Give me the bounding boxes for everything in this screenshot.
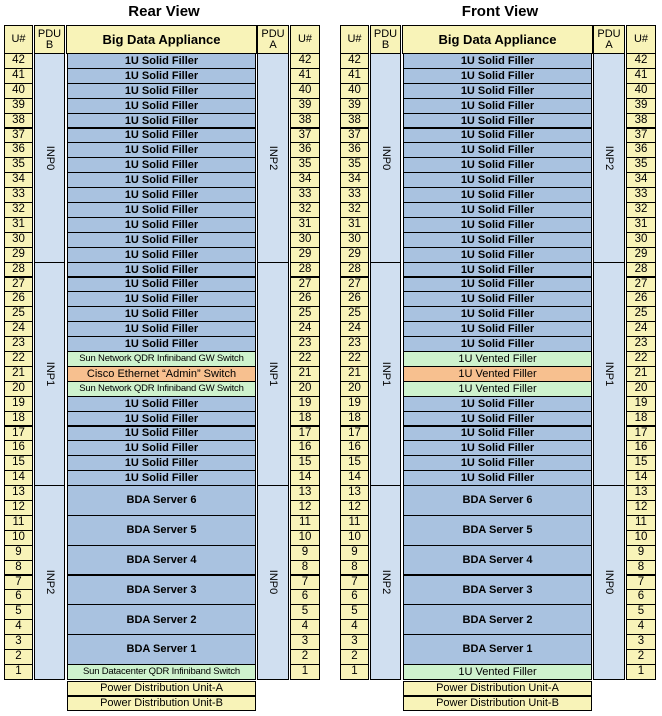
u-number: 19	[626, 396, 656, 412]
u-number: 24	[290, 321, 320, 337]
u-number: 6	[626, 589, 656, 605]
filler-slot: 1U Solid Filler	[67, 336, 256, 352]
filler-slot: 1U Solid Filler	[403, 426, 592, 442]
server-slot: BDA Server 1	[67, 634, 256, 665]
u-number: 23	[290, 336, 320, 352]
u-number: 41	[626, 68, 656, 84]
filler-slot: 1U Solid Filler	[403, 128, 592, 144]
u-number: 1	[340, 664, 369, 680]
u-number: 36	[626, 142, 656, 158]
u-number: 29	[626, 247, 656, 263]
u-number: 41	[290, 68, 320, 84]
pdu-a-input	[593, 262, 625, 487]
u-number: 26	[340, 291, 369, 307]
u-number: 24	[340, 321, 369, 337]
u-number: 35	[290, 157, 320, 173]
u-number: 19	[340, 396, 369, 412]
u-number: 36	[290, 142, 320, 158]
pdu-a-input	[593, 485, 625, 680]
u-number: 17	[4, 426, 33, 442]
server-slot: BDA Server 2	[403, 604, 592, 635]
u-number: 35	[4, 157, 33, 173]
u-number: 31	[626, 217, 656, 233]
pdu-a-label: Power Distribution Unit-A	[403, 681, 592, 696]
filler-slot: 1U Solid Filler	[67, 157, 256, 173]
u-number: 13	[290, 485, 320, 501]
filler-slot: 1U Solid Filler	[67, 440, 256, 456]
u-number: 16	[626, 440, 656, 456]
u-number: 19	[290, 396, 320, 412]
server-slot: BDA Server 5	[67, 515, 256, 546]
pdu-a-input	[257, 262, 289, 487]
filler-slot: 1U Solid Filler	[403, 470, 592, 486]
u-number: 37	[4, 128, 33, 144]
filler-slot: 1U Solid Filler	[67, 426, 256, 442]
pdu-a-header: PDU A	[257, 25, 289, 54]
pdu-b-input	[34, 485, 65, 680]
u-number: 40	[340, 83, 369, 99]
pdu-input-label: INP0	[43, 145, 56, 171]
pdu-input-label: INP2	[43, 570, 56, 595]
u-number: 11	[626, 515, 656, 531]
filler-slot: 1U Solid Filler	[403, 217, 592, 233]
u-number: 25	[340, 306, 369, 322]
u-number: 20	[626, 381, 656, 397]
u-number: 11	[290, 515, 320, 531]
pdu-a-input	[257, 53, 289, 263]
pdu-input-label: INP0	[603, 570, 615, 595]
u-number: 40	[290, 83, 320, 99]
filler-slot: 1U Vented Filler	[403, 366, 592, 382]
u-number: 13	[4, 485, 33, 501]
u-number: 38	[290, 113, 320, 129]
u-number: 11	[340, 515, 369, 531]
u-number: 29	[290, 247, 320, 263]
u-number: 17	[290, 426, 320, 442]
server-slot: BDA Server 4	[67, 545, 256, 576]
u-number: 18	[290, 411, 320, 427]
u-number: 2	[340, 649, 369, 665]
u-number: 29	[340, 247, 369, 263]
u-number: 33	[290, 187, 320, 203]
server-slot: BDA Server 3	[67, 575, 256, 606]
filler-slot: 1U Solid Filler	[403, 83, 592, 99]
u-number: 2	[4, 649, 33, 665]
u-number: 27	[4, 277, 33, 293]
u-number: 3	[4, 634, 33, 650]
filler-slot: 1U Solid Filler	[67, 202, 256, 218]
u-number: 13	[626, 485, 656, 501]
u-number: 22	[340, 351, 369, 367]
u-number: 35	[626, 157, 656, 173]
filler-slot: 1U Solid Filler	[67, 262, 256, 278]
u-number: 31	[4, 217, 33, 233]
pdu-input-label: INP0	[379, 145, 392, 171]
pdu-b-header: PDU B	[34, 25, 65, 54]
filler-slot: 1U Solid Filler	[403, 396, 592, 412]
u-number: 4	[290, 619, 320, 635]
u-number: 26	[626, 291, 656, 307]
u-number: 12	[290, 500, 320, 516]
filler-slot: 1U Solid Filler	[403, 157, 592, 173]
filler-slot: 1U Solid Filler	[67, 217, 256, 233]
filler-slot: 1U Solid Filler	[67, 98, 256, 114]
u-number: 22	[290, 351, 320, 367]
filler-slot: 1U Solid Filler	[403, 68, 592, 84]
u-number: 17	[626, 426, 656, 442]
u-number: 24	[626, 321, 656, 337]
u-number: 9	[626, 545, 656, 561]
u-number: 8	[4, 560, 33, 576]
u-number: 30	[4, 232, 33, 248]
u-number: 1	[4, 664, 33, 680]
u-number: 2	[290, 649, 320, 665]
pdu-b-header: PDU B	[370, 25, 401, 54]
u-number: 28	[290, 262, 320, 278]
pdu-input-label: INP1	[603, 361, 615, 387]
filler-slot: 1U Solid Filler	[403, 262, 592, 278]
u-number: 7	[4, 575, 33, 591]
u-number-header: U#	[626, 25, 656, 54]
server-slot: BDA Server 6	[67, 485, 256, 516]
u-number: 25	[290, 306, 320, 322]
server-slot: BDA Server 2	[67, 604, 256, 635]
u-number: 32	[340, 202, 369, 218]
filler-slot: 1U Solid Filler	[67, 232, 256, 248]
u-number: 15	[290, 455, 320, 471]
view-title: Rear View	[128, 3, 200, 20]
filler-slot: Sun Datacenter QDR Infiniband Switch	[67, 664, 256, 680]
filler-slot: 1U Solid Filler	[67, 68, 256, 84]
u-number: 37	[340, 128, 369, 144]
u-number: 21	[340, 366, 369, 382]
u-number: 32	[626, 202, 656, 218]
u-number: 20	[4, 381, 33, 397]
u-number-header: U#	[4, 25, 33, 54]
pdu-input-label: INP2	[267, 145, 279, 171]
pdu-input-label: INP1	[267, 361, 279, 387]
u-number: 42	[626, 53, 656, 69]
filler-slot: 1U Solid Filler	[67, 411, 256, 427]
filler-slot: 1U Vented Filler	[403, 381, 592, 397]
u-number: 23	[626, 336, 656, 352]
u-number: 38	[340, 113, 369, 129]
u-number: 32	[290, 202, 320, 218]
u-number: 1	[290, 664, 320, 680]
filler-slot: 1U Solid Filler	[403, 142, 592, 158]
u-number: 27	[340, 277, 369, 293]
u-number: 41	[4, 68, 33, 84]
u-number: 9	[290, 545, 320, 561]
filler-slot: 1U Solid Filler	[67, 247, 256, 263]
u-number: 39	[4, 98, 33, 114]
u-number-header: U#	[340, 25, 369, 54]
filler-slot: 1U Solid Filler	[67, 53, 256, 69]
u-number: 15	[340, 455, 369, 471]
filler-slot: 1U Solid Filler	[67, 470, 256, 486]
filler-slot: 1U Solid Filler	[403, 187, 592, 203]
u-number: 6	[340, 589, 369, 605]
u-number: 34	[4, 172, 33, 188]
filler-slot: 1U Solid Filler	[67, 128, 256, 144]
pdu-b-input	[370, 53, 401, 263]
filler-slot: 1U Solid Filler	[67, 306, 256, 322]
u-number: 28	[340, 262, 369, 278]
u-number: 8	[626, 560, 656, 576]
u-number: 3	[626, 634, 656, 650]
u-number: 5	[626, 604, 656, 620]
u-number: 34	[340, 172, 369, 188]
u-number: 11	[4, 515, 33, 531]
u-number: 21	[626, 366, 656, 382]
u-number: 12	[4, 500, 33, 516]
filler-slot: 1U Solid Filler	[403, 411, 592, 427]
u-number: 38	[4, 113, 33, 129]
u-number-header: U#	[290, 25, 320, 54]
u-number: 27	[290, 277, 320, 293]
u-number: 41	[340, 68, 369, 84]
rear-view	[4, 0, 324, 716]
filler-slot: 1U Solid Filler	[67, 396, 256, 412]
u-number: 25	[626, 306, 656, 322]
u-number: 4	[626, 619, 656, 635]
filler-slot: 1U Solid Filler	[403, 53, 592, 69]
u-number: 4	[4, 619, 33, 635]
filler-slot: 1U Solid Filler	[403, 306, 592, 322]
u-number: 22	[626, 351, 656, 367]
pdu-b-label: Power Distribution Unit-B	[67, 696, 256, 711]
server-slot: BDA Server 4	[403, 545, 592, 576]
filler-slot: 1U Solid Filler	[403, 232, 592, 248]
u-number: 42	[340, 53, 369, 69]
u-number: 24	[4, 321, 33, 337]
pdu-input-label: INP0	[267, 570, 279, 595]
u-number: 34	[626, 172, 656, 188]
u-number: 4	[340, 619, 369, 635]
filler-slot: 1U Vented Filler	[403, 664, 592, 680]
u-number: 30	[290, 232, 320, 248]
u-number: 10	[626, 530, 656, 546]
u-number: 36	[340, 142, 369, 158]
server-slot: BDA Server 3	[403, 575, 592, 606]
u-number: 23	[4, 336, 33, 352]
filler-slot: 1U Solid Filler	[67, 291, 256, 307]
u-number: 17	[340, 426, 369, 442]
u-number: 8	[290, 560, 320, 576]
u-number: 22	[4, 351, 33, 367]
u-number: 33	[340, 187, 369, 203]
pdu-a-header: PDU A	[593, 25, 625, 54]
u-number: 15	[626, 455, 656, 471]
filler-slot: 1U Solid Filler	[67, 455, 256, 471]
u-number: 26	[290, 291, 320, 307]
filler-slot: 1U Solid Filler	[403, 172, 592, 188]
filler-slot: 1U Solid Filler	[403, 247, 592, 263]
u-number: 30	[626, 232, 656, 248]
filler-slot: Sun Network QDR Infiniband GW Switch	[67, 381, 256, 397]
u-number: 40	[626, 83, 656, 99]
u-number: 18	[626, 411, 656, 427]
u-number: 38	[626, 113, 656, 129]
filler-slot: 1U Solid Filler	[403, 277, 592, 293]
filler-slot: 1U Solid Filler	[67, 277, 256, 293]
u-number: 42	[290, 53, 320, 69]
filler-slot: 1U Solid Filler	[67, 83, 256, 99]
u-number: 14	[290, 470, 320, 486]
server-slot: BDA Server 1	[403, 634, 592, 665]
pdu-input-label: INP2	[603, 145, 615, 171]
filler-slot: 1U Vented Filler	[403, 351, 592, 367]
u-number: 39	[626, 98, 656, 114]
pdu-input-label: INP1	[43, 361, 56, 387]
u-number: 16	[290, 440, 320, 456]
u-number: 31	[290, 217, 320, 233]
u-number: 18	[4, 411, 33, 427]
u-number: 6	[4, 589, 33, 605]
u-number: 5	[290, 604, 320, 620]
filler-slot: Sun Network QDR Infiniband GW Switch	[67, 351, 256, 367]
u-number: 6	[290, 589, 320, 605]
u-number: 3	[290, 634, 320, 650]
u-number: 26	[4, 291, 33, 307]
filler-slot: 1U Solid Filler	[403, 291, 592, 307]
u-number: 12	[340, 500, 369, 516]
u-number: 19	[4, 396, 33, 412]
server-slot: BDA Server 5	[403, 515, 592, 546]
u-number: 39	[290, 98, 320, 114]
filler-slot: 1U Solid Filler	[403, 98, 592, 114]
u-number: 23	[340, 336, 369, 352]
u-number: 32	[4, 202, 33, 218]
u-number: 3	[340, 634, 369, 650]
pdu-b-input	[34, 262, 65, 487]
rack-title-header: Big Data Appliance	[402, 25, 593, 54]
u-number: 15	[4, 455, 33, 471]
u-number: 7	[340, 575, 369, 591]
u-number: 18	[340, 411, 369, 427]
pdu-input-label: INP2	[379, 570, 392, 595]
pdu-a-input	[257, 485, 289, 680]
u-number: 28	[4, 262, 33, 278]
u-number: 29	[4, 247, 33, 263]
pdu-b-label: Power Distribution Unit-B	[403, 696, 592, 711]
u-number: 20	[290, 381, 320, 397]
u-number: 10	[290, 530, 320, 546]
u-number: 16	[4, 440, 33, 456]
pdu-input-label: INP1	[379, 361, 392, 387]
u-number: 1	[626, 664, 656, 680]
u-number: 21	[290, 366, 320, 382]
filler-slot: 1U Solid Filler	[403, 113, 592, 129]
u-number: 39	[340, 98, 369, 114]
u-number: 20	[340, 381, 369, 397]
filler-slot: 1U Solid Filler	[403, 455, 592, 471]
u-number: 37	[290, 128, 320, 144]
u-number: 35	[340, 157, 369, 173]
filler-slot: 1U Solid Filler	[67, 321, 256, 337]
pdu-b-input	[370, 485, 401, 680]
u-number: 34	[290, 172, 320, 188]
u-number: 42	[4, 53, 33, 69]
pdu-a-input	[593, 53, 625, 263]
u-number: 5	[340, 604, 369, 620]
u-number: 10	[4, 530, 33, 546]
filler-slot: 1U Solid Filler	[403, 440, 592, 456]
filler-slot: 1U Solid Filler	[67, 172, 256, 188]
u-number: 7	[626, 575, 656, 591]
view-title: Front View	[461, 3, 539, 20]
u-number: 10	[340, 530, 369, 546]
u-number: 30	[340, 232, 369, 248]
u-number: 25	[4, 306, 33, 322]
server-slot: BDA Server 6	[403, 485, 592, 516]
u-number: 12	[626, 500, 656, 516]
u-number: 9	[340, 545, 369, 561]
filler-slot: 1U Solid Filler	[403, 336, 592, 352]
u-number: 14	[4, 470, 33, 486]
pdu-b-input	[370, 262, 401, 487]
pdu-b-input	[34, 53, 65, 263]
u-number: 27	[626, 277, 656, 293]
u-number: 2	[626, 649, 656, 665]
u-number: 5	[4, 604, 33, 620]
filler-slot: 1U Solid Filler	[67, 142, 256, 158]
rack-title-header: Big Data Appliance	[66, 25, 257, 54]
u-number: 14	[340, 470, 369, 486]
u-number: 36	[4, 142, 33, 158]
u-number: 7	[290, 575, 320, 591]
filler-slot: 1U Solid Filler	[403, 321, 592, 337]
filler-slot: 1U Solid Filler	[67, 113, 256, 129]
u-number: 37	[626, 128, 656, 144]
u-number: 9	[4, 545, 33, 561]
u-number: 8	[340, 560, 369, 576]
filler-slot: 1U Solid Filler	[403, 202, 592, 218]
u-number: 33	[4, 187, 33, 203]
filler-slot: Cisco Ethernet “Admin” Switch	[67, 366, 256, 382]
u-number: 31	[340, 217, 369, 233]
u-number: 40	[4, 83, 33, 99]
u-number: 21	[4, 366, 33, 382]
u-number: 14	[626, 470, 656, 486]
u-number: 33	[626, 187, 656, 203]
u-number: 28	[626, 262, 656, 278]
pdu-a-label: Power Distribution Unit-A	[67, 681, 256, 696]
u-number: 13	[340, 485, 369, 501]
front-view	[340, 0, 660, 716]
filler-slot: 1U Solid Filler	[67, 187, 256, 203]
u-number: 16	[340, 440, 369, 456]
